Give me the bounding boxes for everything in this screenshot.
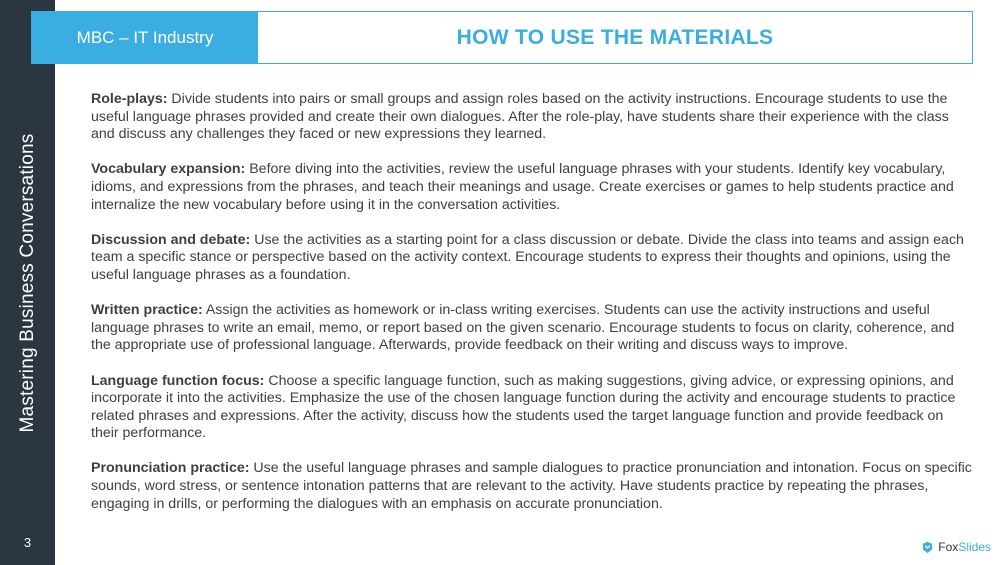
section-body: Assign the activities as homework or in-class writing exercises. Students can use the activity instructions and useful language phrases to write an email, memo, or report based on the given scenario. Encourage students to focus on clarity, coherence, and the appropriate use of professional language. Afterwards, provide feedback on their writing and discuss ways to improve. — [91, 302, 955, 354]
course-label: MBC – IT Industry — [32, 12, 258, 63]
section-heading: Vocabulary expansion: — [91, 161, 246, 178]
section-discussion-and-debate — [91, 232, 973, 285]
section-body: Divide students into pairs or small groups and assign roles based on the activity instructions. Encourage students to use the useful language phrases provided and create their own dialogues. After the role-play, have students share their experience with the class and discuss any challenges they faced or new expressions they learned. — [91, 91, 949, 143]
section-vocabulary-expansion — [91, 161, 973, 214]
header — [31, 11, 973, 64]
section-language-function-focus — [91, 373, 973, 443]
section-body: Before diving into the activities, review the useful language phrases with your students. Identify key vocabulary, idioms, and expressions from the phrases, and teach their meanings and usage. Create exercises or games to help students practice and internalize the new vocabulary before using it in the conversation activities. — [91, 161, 954, 213]
section-heading: Role-plays: — [91, 91, 168, 107]
content — [91, 91, 973, 513]
brand-name-part2: Slides — [958, 540, 991, 554]
section-role-plays — [91, 91, 973, 144]
fox-slides-logo-icon — [921, 541, 934, 554]
brand-name-part1: Fox — [938, 540, 959, 554]
sidebar-title: Mastering Business Conversations — [17, 133, 38, 433]
section-heading: Pronunciation practice: — [91, 460, 250, 477]
section-body: Use the useful language phrases and sample dialogues to practice pronunciation and intonation. Focus on specific sounds, word stress, or sentence intonation patterns that are relevant to the activity. Have students practice by repeating the phrases, engaging in drills, or performing the dialogues with an emphasis on accurate pronunciation. — [91, 460, 972, 512]
sidebar — [0, 0, 55, 565]
section-heading: Discussion and debate: — [91, 231, 251, 248]
page-title: HOW TO USE THE MATERIALS — [456, 26, 774, 49]
section-written-practice — [91, 302, 973, 355]
section-pronunciation-practice — [91, 460, 973, 513]
section-body: Use the activities as a starting point for a class discussion or debate. Divide the class into teams and assign each team a specific stance or perspective based on the activity context. Encourage students to express their thoughts and opinions, using the useful language phrases as a foundation. — [91, 231, 964, 283]
brand-logo — [921, 540, 991, 554]
page-number: 3 — [23, 535, 32, 550]
section-heading: Written practice: — [91, 302, 203, 319]
section-body: Choose a specific language function, such as making suggestions, giving advice, or expressing opinions, and incorporate it into the activities. Emphasize the use of the chosen language function during the activity and encourage students to practice related phrases and expressions. After the activity, discuss how the students used the target language function and provide feedback on their performance. — [91, 372, 956, 442]
section-heading: Language function focus: — [91, 372, 265, 389]
